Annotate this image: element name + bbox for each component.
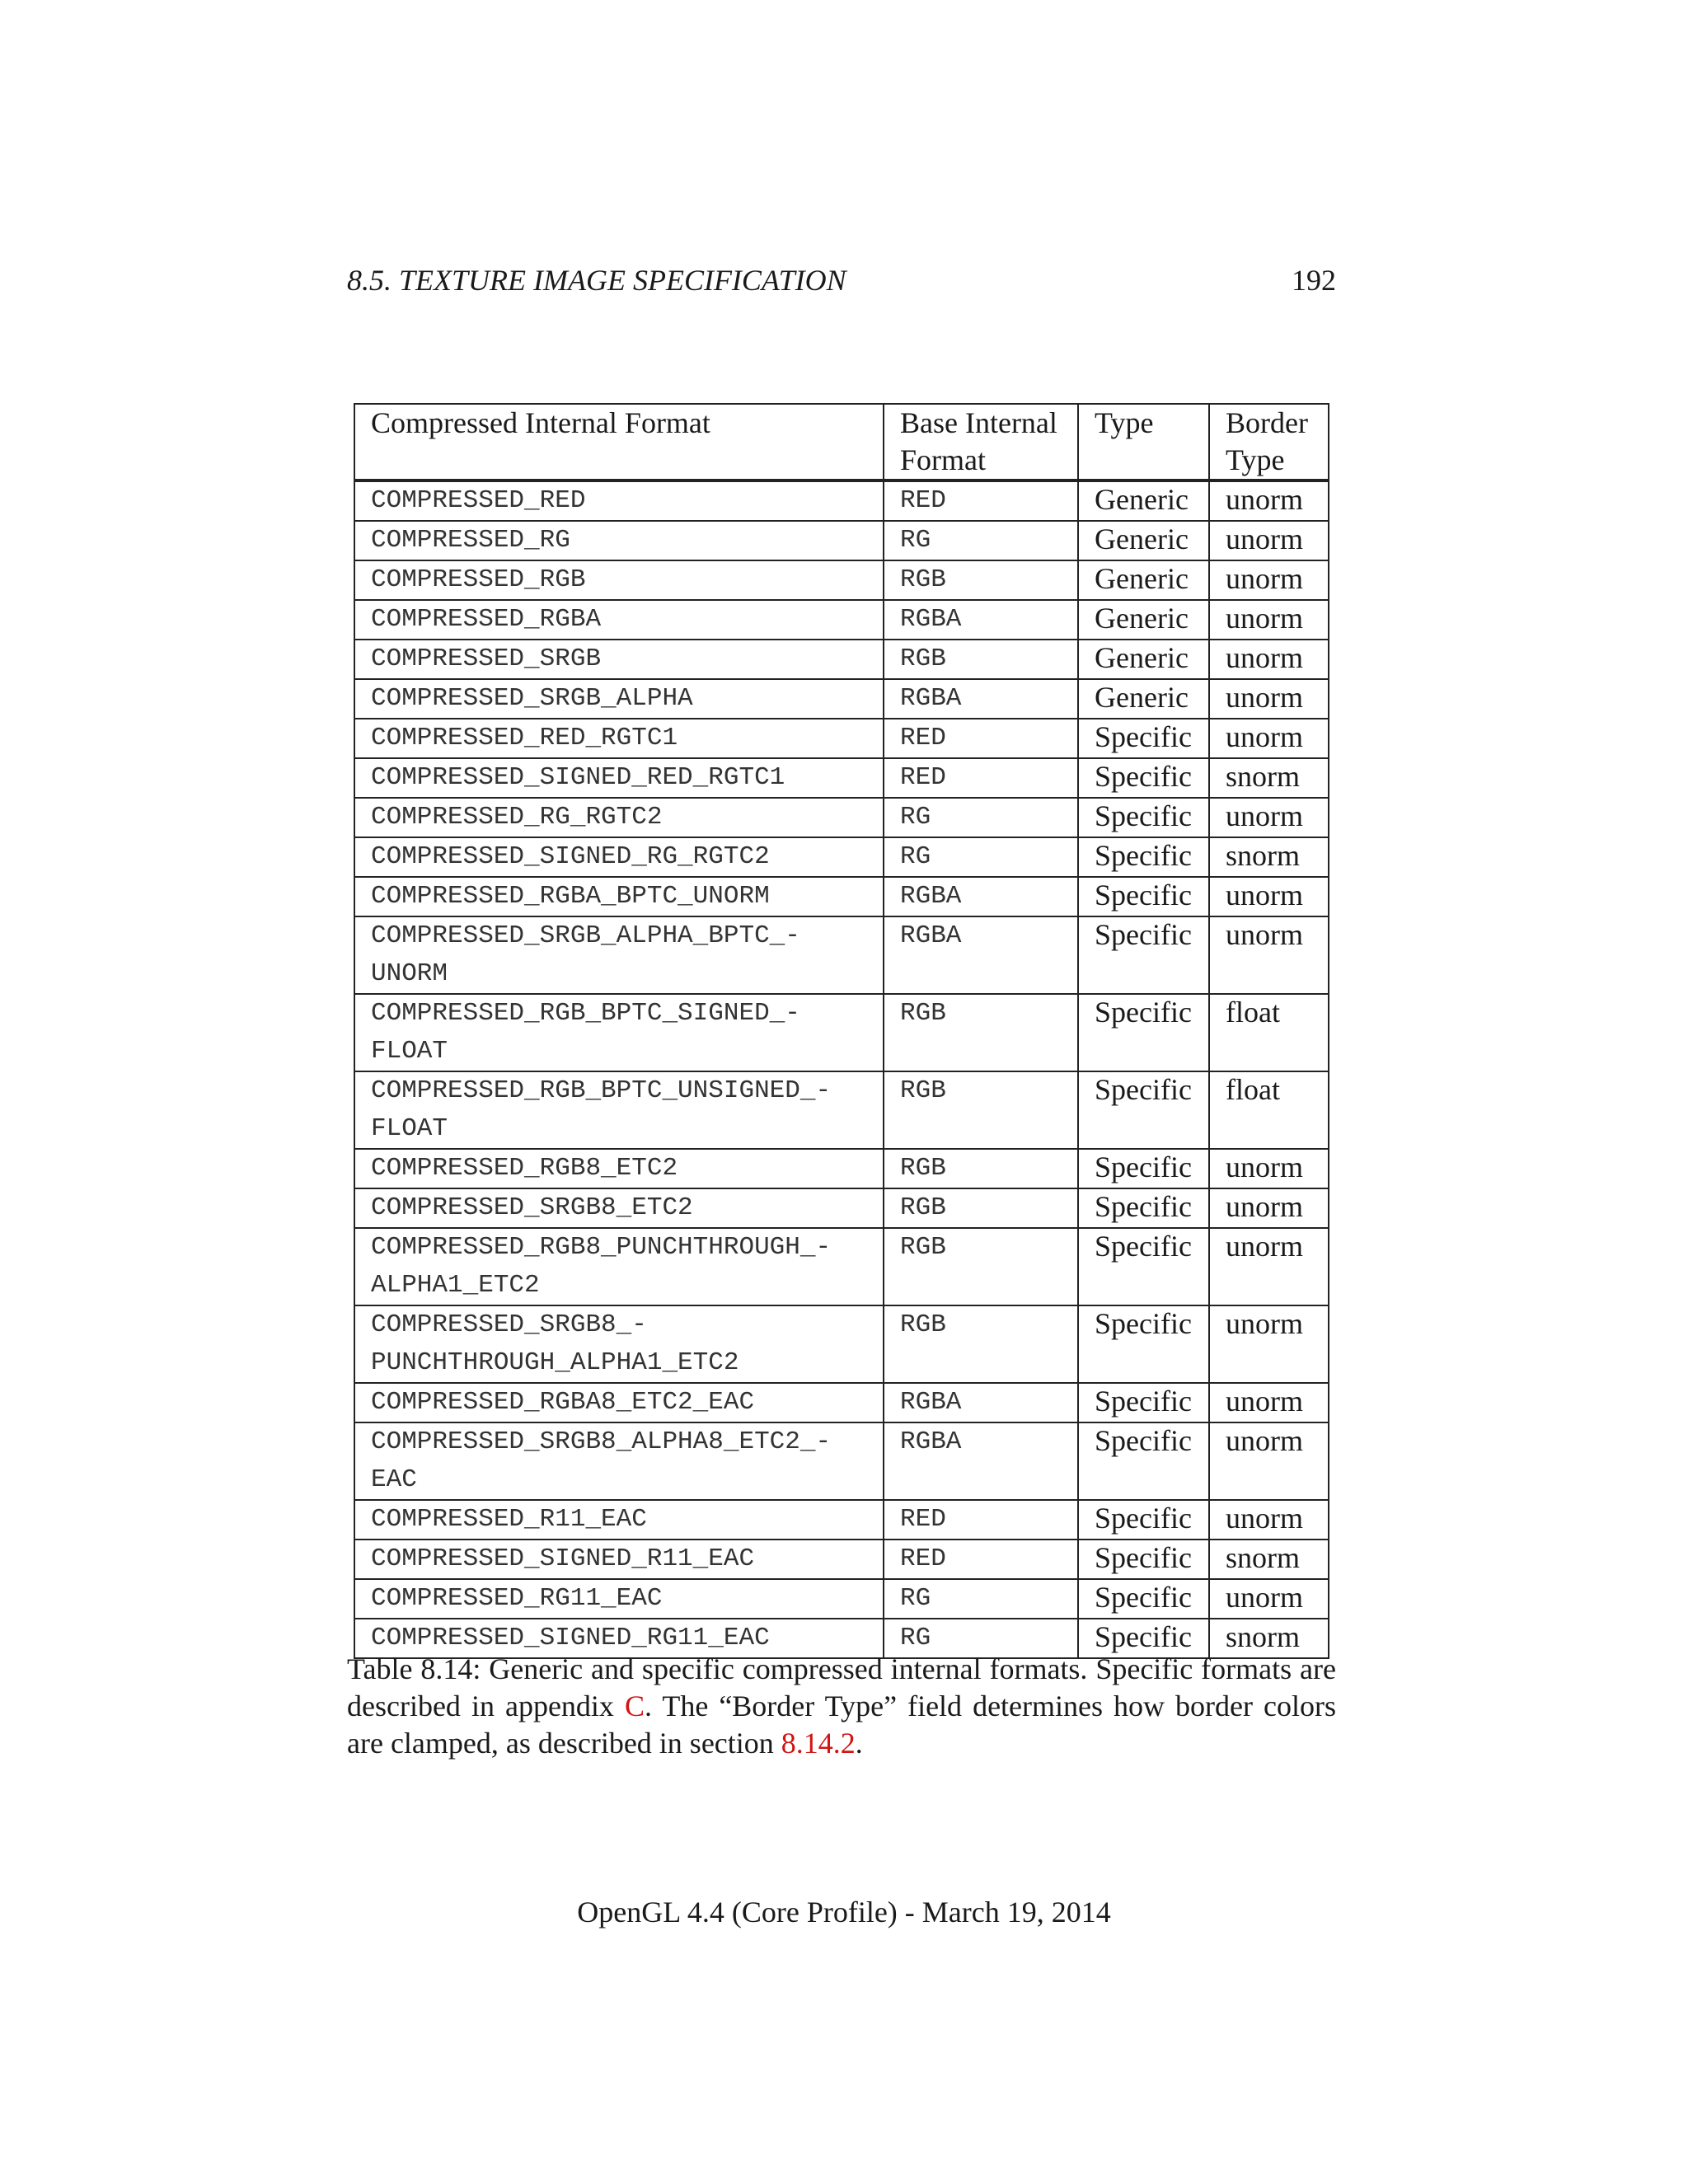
type-cell: Specific [1079,799,1210,838]
format-cell: COMPRESSED_R11_EAC [354,1501,884,1540]
table-row [354,601,1329,640]
type-cell: Specific [1079,1189,1210,1229]
base-format-cell: RGB [884,1229,1079,1306]
table-row [354,1384,1329,1423]
base-format-cell: RGBA [884,601,1079,640]
table-row [354,480,1329,522]
format-cell: COMPRESSED_RG [354,522,884,561]
table-row [354,1580,1329,1619]
page-number: 192 [1292,264,1336,297]
type-cell: Specific [1079,995,1210,1072]
table-row [354,838,1329,878]
base-format-cell: RED [884,480,1079,522]
border-type-cell: unorm [1210,1384,1329,1423]
format-cell: COMPRESSED_RGB_BPTC_UNSIGNED_- FLOAT [354,1072,884,1150]
base-format-cell: RGB [884,1072,1079,1150]
format-cell: COMPRESSED_SRGB [354,640,884,680]
caption-text-3: . [855,1727,863,1760]
column-header-border-type: Border Type [1210,403,1329,480]
base-format-cell: RGBA [884,680,1079,719]
type-cell: Specific [1079,1580,1210,1619]
format-cell: COMPRESSED_RGBA [354,601,884,640]
border-type-cell: unorm [1210,1189,1329,1229]
table-row [354,1540,1329,1580]
format-cell: COMPRESSED_SIGNED_RG11_EAC [354,1619,884,1659]
base-format-cell: RG [884,838,1079,878]
base-format-cell: RGB [884,640,1079,680]
type-cell: Specific [1079,759,1210,799]
table-header-row [354,403,1329,480]
border-type-cell: unorm [1210,561,1329,601]
table-row [354,917,1329,995]
format-cell: COMPRESSED_RGBA8_ETC2_EAC [354,1384,884,1423]
base-format-cell: RGB [884,1306,1079,1384]
border-type-cell: snorm [1210,759,1329,799]
table-row [354,1423,1329,1501]
base-format-cell: RED [884,1501,1079,1540]
border-type-cell: unorm [1210,799,1329,838]
table-row [354,1150,1329,1189]
base-format-cell: RED [884,1540,1079,1580]
caption-text-2: . The “Border Type” field determines how border colors are clamped, as described in section [347,1690,1336,1760]
table-row [354,640,1329,680]
compressed-formats-table [354,403,1329,1659]
border-type-cell: unorm [1210,680,1329,719]
type-cell: Specific [1079,1384,1210,1423]
base-format-cell: RGBA [884,1384,1079,1423]
type-cell: Specific [1079,1229,1210,1306]
border-type-cell: unorm [1210,1306,1329,1384]
base-format-cell: RGB [884,1189,1079,1229]
format-cell: COMPRESSED_SRGB_ALPHA_BPTC_- UNORM [354,917,884,995]
table-row [354,799,1329,838]
format-cell: COMPRESSED_RGBA_BPTC_UNORM [354,878,884,917]
format-cell: COMPRESSED_SIGNED_RED_RGTC1 [354,759,884,799]
column-header-compressed-internal-format: Compressed Internal Format [354,403,884,480]
type-cell: Specific [1079,1540,1210,1580]
format-cell: COMPRESSED_SRGB8_ETC2 [354,1189,884,1229]
border-type-cell: snorm [1210,838,1329,878]
column-header-type: Type [1079,403,1210,480]
border-type-cell: unorm [1210,522,1329,561]
type-cell: Specific [1079,917,1210,995]
format-cell: COMPRESSED_RGB [354,561,884,601]
page-footer: OpenGL 4.4 (Core Profile) - March 19, 2014 [577,1896,1111,1929]
base-format-cell: RED [884,759,1079,799]
type-cell: Specific [1079,719,1210,759]
table-row [354,1306,1329,1384]
appendix-reference-link[interactable]: C [624,1690,645,1722]
format-cell: COMPRESSED_RED [354,480,884,522]
table-row [354,1229,1329,1306]
base-format-cell: RG [884,1580,1079,1619]
type-cell: Specific [1079,1501,1210,1540]
column-header-base-internal-format: Base Internal Format [884,403,1079,480]
border-type-cell: unorm [1210,719,1329,759]
format-cell: COMPRESSED_RGB8_PUNCHTHROUGH_- ALPHA1_ETC2 [354,1229,884,1306]
base-format-cell: RGB [884,995,1079,1072]
table-row [354,759,1329,799]
table-row [354,719,1329,759]
border-type-cell: unorm [1210,1229,1329,1306]
base-format-cell: RGBA [884,1423,1079,1501]
format-cell: COMPRESSED_RGB8_ETC2 [354,1150,884,1189]
format-cell: COMPRESSED_SRGB8_- PUNCHTHROUGH_ALPHA1_ETC2 [354,1306,884,1384]
base-format-cell: RG [884,522,1079,561]
type-cell: Generic [1079,561,1210,601]
type-cell: Generic [1079,480,1210,522]
section-reference-link[interactable]: 8.14.2 [781,1727,856,1760]
table-caption [347,1651,1336,1762]
table-row [354,1501,1329,1540]
caption-text-1: Table 8.14: Generic and specific compressed internal formats. Specific formats are described in appendix [347,1652,1336,1722]
base-format-cell: RGBA [884,917,1079,995]
type-cell: Specific [1079,1072,1210,1150]
type-cell: Generic [1079,640,1210,680]
table-row [354,995,1329,1072]
border-type-cell: unorm [1210,480,1329,522]
type-cell: Specific [1079,1150,1210,1189]
border-type-cell: unorm [1210,1150,1329,1189]
running-header [347,262,1336,298]
base-format-cell: RG [884,1619,1079,1659]
type-cell: Specific [1079,1306,1210,1384]
type-cell: Specific [1079,878,1210,917]
table-row [354,878,1329,917]
base-format-cell: RG [884,799,1079,838]
table-row [354,1189,1329,1229]
base-format-cell: RGBA [884,878,1079,917]
type-cell: Specific [1079,1619,1210,1659]
table-row [354,522,1329,561]
format-cell: COMPRESSED_RGB_BPTC_SIGNED_- FLOAT [354,995,884,1072]
border-type-cell: snorm [1210,1540,1329,1580]
border-type-cell: unorm [1210,917,1329,995]
format-cell: COMPRESSED_SIGNED_R11_EAC [354,1540,884,1580]
border-type-cell: unorm [1210,1580,1329,1619]
type-cell: Specific [1079,1423,1210,1501]
format-cell: COMPRESSED_RG_RGTC2 [354,799,884,838]
border-type-cell: unorm [1210,878,1329,917]
border-type-cell: unorm [1210,1501,1329,1540]
table-row [354,1072,1329,1150]
base-format-cell: RED [884,719,1079,759]
format-cell: COMPRESSED_SRGB8_ALPHA8_ETC2_- EAC [354,1423,884,1501]
format-cell: COMPRESSED_RED_RGTC1 [354,719,884,759]
type-cell: Generic [1079,601,1210,640]
format-cell: COMPRESSED_SRGB_ALPHA [354,680,884,719]
border-type-cell: unorm [1210,640,1329,680]
table-row [354,561,1329,601]
border-type-cell: snorm [1210,1619,1329,1659]
type-cell: Generic [1079,680,1210,719]
border-type-cell: float [1210,1072,1329,1150]
base-format-cell: RGB [884,561,1079,601]
border-type-cell: unorm [1210,601,1329,640]
format-cell: COMPRESSED_RG11_EAC [354,1580,884,1619]
base-format-cell: RGB [884,1150,1079,1189]
border-type-cell: float [1210,995,1329,1072]
table-row [354,680,1329,719]
border-type-cell: unorm [1210,1423,1329,1501]
type-cell: Specific [1079,838,1210,878]
type-cell: Generic [1079,522,1210,561]
section-title: 8.5. TEXTURE IMAGE SPECIFICATION [347,264,846,297]
format-cell: COMPRESSED_SIGNED_RG_RGTC2 [354,838,884,878]
table-body [354,480,1329,1659]
